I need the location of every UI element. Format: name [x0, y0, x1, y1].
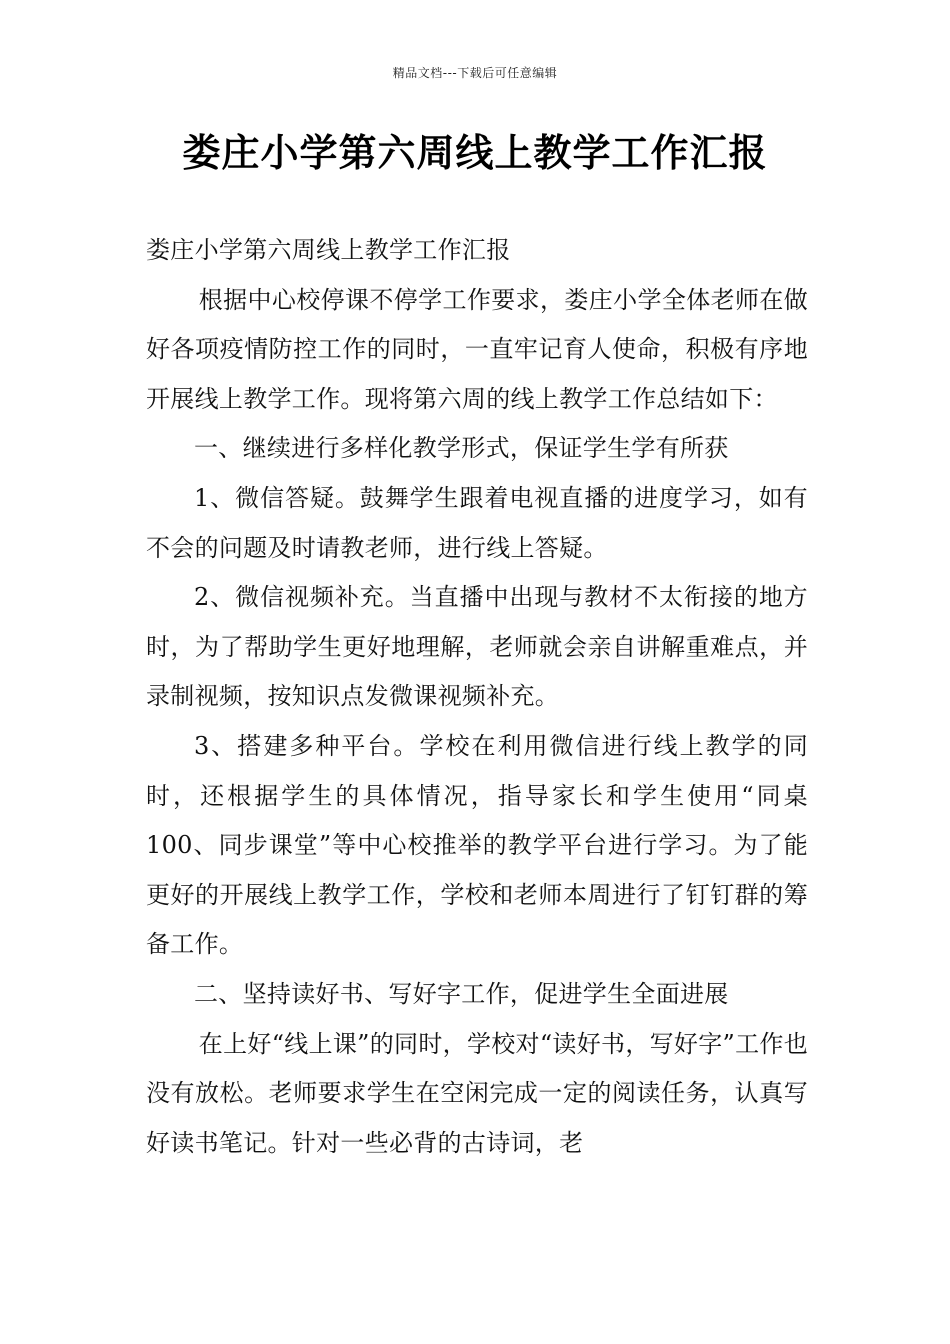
paragraph-subtitle: 娄庄小学第六周线上教学工作汇报: [146, 236, 511, 264]
document-title: 娄庄小学第六周线上教学工作汇报: [182, 131, 768, 175]
header-note: 精品文档---下载后可任意编辑: [392, 66, 558, 80]
paragraph-item-2: 2、微信视频补充。当直播中出现与教材不太衔接的地方时，为了帮助学生更好地理解，老师就会亲自讲解重难点，并录制视频，按知识点发微课视频补充。: [146, 583, 808, 711]
section-heading-1: 一、继续进行多样化教学形式，保证学生学有所获: [194, 434, 729, 463]
section-heading-2: 二、坚持读好书、写好字工作，促进学生全面进展: [194, 979, 729, 1008]
paragraph-item-1: 1、微信答疑。鼓舞学生跟着电视直播的进度学习，如有不会的问题及时请教老师，进行线上答疑。: [146, 483, 808, 562]
paragraph-item-3: 3、搭建多种平台。学校在利用微信进行线上教学的同时，还根据学生的具体情况，指导家长和学生使用“同桌100、同步课堂”等中心校推举的教学平台进行学习。为了能更好的开展线上教学工作，学校和老师本周进行了钉钉群的筹备工作。: [146, 731, 808, 959]
paragraph-intro: 根据中心校停课不停学工作要求，娄庄小学全体老师在做好各项疫情防控工作的同时，一直牢记育人使命，积极有序地开展线上教学工作。现将第六周的线上教学工作总结如下：: [146, 285, 808, 413]
document-body: [146, 226, 808, 1168]
paragraph-reading: 在上好“线上课”的同时，学校对“读好书，写好字”工作也没有放松。老师要求学生在空闲完成一定的阅读任务，认真写好读书笔记。针对一些必背的古诗词，老: [146, 1029, 808, 1157]
